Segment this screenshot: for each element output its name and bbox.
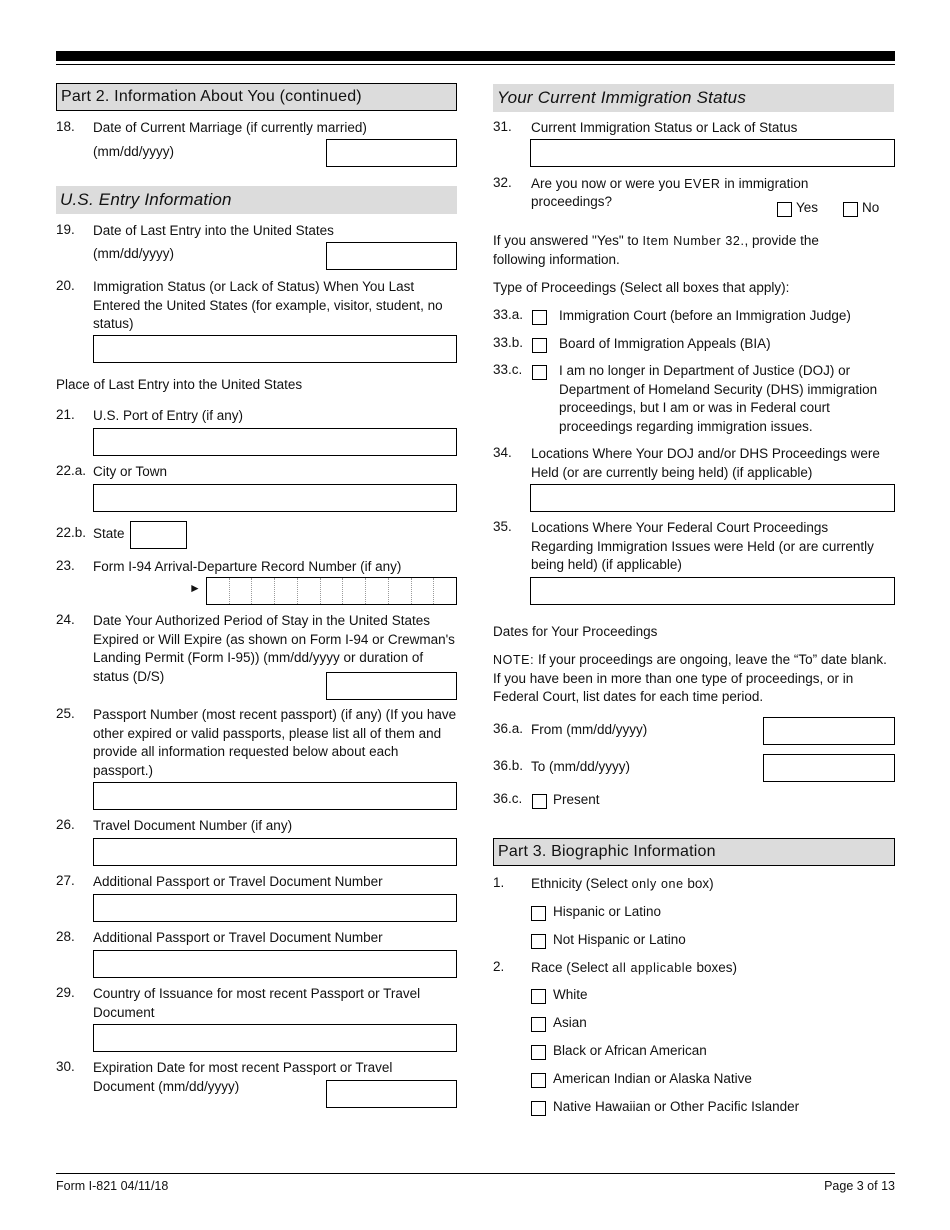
part3-header: Part 3. Biographic Information [493, 838, 895, 866]
q34-locations-field[interactable] [530, 484, 895, 512]
q33a-label: Immigration Court (before an Immigration Judge) [559, 308, 851, 323]
q35-number: 35. [493, 519, 512, 534]
q28-number: 28. [56, 929, 75, 944]
race-white-checkbox[interactable] [531, 989, 546, 1004]
q26-label: Travel Document Number (if any) [93, 818, 293, 833]
q30-number: 30. [56, 1059, 75, 1074]
proceedings-note: NOTE: If your proceedings are ongoing, leave the “To” date blank. If you have been in more than one type of proceedings, or in Federal Court, list dates for each time period. [493, 652, 887, 704]
q1-label: Ethnicity (Select only one box) [531, 876, 714, 891]
q31-status-field[interactable] [530, 139, 895, 167]
q25-number: 25. [56, 706, 75, 721]
q2-number: 2. [493, 959, 505, 974]
race-black-checkbox[interactable] [531, 1045, 546, 1060]
q26-travel-doc-field[interactable] [93, 838, 457, 866]
q28-label: Additional Passport or Travel Document Number [93, 930, 383, 945]
q32-yes-checkbox[interactable] [777, 202, 792, 217]
q36b-number: 36.b. [493, 758, 524, 773]
q36a-number: 36.a. [493, 721, 524, 736]
race-american-indian-checkbox[interactable] [531, 1073, 546, 1088]
q29-number: 29. [56, 985, 75, 1000]
q2-label: Race (Select all applicable boxes) [531, 960, 738, 975]
q33c-number: 33.c. [493, 362, 523, 377]
q21-label: U.S. Port of Entry (if any) [93, 408, 244, 423]
q20-label: Immigration Status (or Lack of Status) When You Last Entered the United States (for example, visitor, student, no status) [93, 279, 443, 331]
q34-number: 34. [493, 445, 512, 460]
us-entry-header: U.S. Entry Information [56, 186, 457, 214]
q31-label: Current Immigration Status or Lack of Status [531, 120, 798, 135]
q29-country-field[interactable] [93, 1024, 457, 1052]
q32-label: Are you now or were you EVER in immigration [531, 176, 809, 191]
race-pacific-islander-label: Native Hawaiian or Other Pacific Islander [553, 1099, 800, 1114]
q22a-number: 22.a. [56, 463, 87, 478]
q33a-checkbox[interactable] [532, 310, 547, 325]
q21-port-field[interactable] [93, 428, 457, 456]
q33b-number: 33.b. [493, 335, 524, 350]
q24-number: 24. [56, 612, 75, 627]
q22b-label: State [93, 526, 125, 541]
race-asian-checkbox[interactable] [531, 1017, 546, 1032]
q25-passport-field[interactable] [93, 782, 457, 810]
q27-number: 27. [56, 873, 75, 888]
q33b-label: Board of Immigration Appeals (BIA) [559, 336, 771, 351]
q32-no-checkbox[interactable] [843, 202, 858, 217]
q27-additional-doc-field[interactable] [93, 894, 457, 922]
race-asian-label: Asian [553, 1015, 587, 1030]
footer-form-id: Form I-821 04/11/18 [56, 1179, 169, 1193]
race-american-indian-label: American Indian or Alaska Native [553, 1071, 752, 1086]
race-white-label: White [553, 987, 588, 1002]
q18-format: (mm/dd/yyyy) [93, 144, 174, 159]
q19-date-field[interactable] [326, 242, 457, 270]
if-yes-instruction: If you answered "Yes" to Item Number 32., provide the following information. [493, 233, 819, 267]
q21-number: 21. [56, 407, 75, 422]
ethnicity-not-hispanic-checkbox[interactable] [531, 934, 546, 949]
q18-label: Date of Current Marriage (if currently married) [93, 120, 367, 135]
q24-label: Date Your Authorized Period of Stay in the United States Expired or Will Expire (as shown on Form I-94 or Crewman's Landing Permit (Form I-95)) (mm/dd/yyyy or duration of status (D/S) [93, 613, 455, 684]
q25-label: Passport Number (most recent passport) (if any) (If you have other expired or valid passports, please list all of them and provide all information requested below about each passport.) [93, 707, 457, 778]
q23-i94-number-field[interactable] [206, 577, 457, 605]
q33b-checkbox[interactable] [532, 338, 547, 353]
footer-page-number: Page 3 of 13 [824, 1179, 895, 1193]
q22b-number: 22.b. [56, 525, 87, 540]
proceedings-type-heading: Type of Proceedings (Select all boxes that apply): [493, 280, 790, 295]
q32-label-cont: proceedings? [531, 194, 613, 209]
q32-yes-label: Yes [796, 200, 819, 215]
q30-label: Expiration Date for most recent Passport or Travel Document (mm/dd/yyyy) [93, 1060, 393, 1094]
q26-number: 26. [56, 817, 75, 832]
ethnicity-hispanic-label: Hispanic or Latino [553, 904, 662, 919]
q23-label: Form I-94 Arrival-Departure Record Number (if any) [93, 559, 402, 574]
q33a-number: 33.a. [493, 307, 524, 322]
q22a-city-field[interactable] [93, 484, 457, 512]
q33c-checkbox[interactable] [532, 365, 547, 380]
q36a-label: From (mm/dd/yyyy) [531, 722, 648, 737]
q1-number: 1. [493, 875, 505, 890]
q34-label: Locations Where Your DOJ and/or DHS Proceedings were Held (or are currently being held) (if applicable) [531, 446, 880, 480]
q30-date-field[interactable] [326, 1080, 457, 1108]
q28-additional-doc-field[interactable] [93, 950, 457, 978]
place-of-entry-heading: Place of Last Entry into the United States [56, 377, 303, 392]
q36c-number: 36.c. [493, 791, 523, 806]
footer-rule [56, 1173, 895, 1174]
q22b-state-field[interactable] [130, 521, 187, 549]
race-pacific-islander-checkbox[interactable] [531, 1101, 546, 1116]
q31-number: 31. [493, 119, 512, 134]
q33c-label: I am no longer in Department of Justice (DOJ) or Department of Homeland Security (DHS) immigration proceedings, but I am or was in Federal court proceedings regarding immigration issues. [559, 363, 878, 434]
q32-number: 32. [493, 175, 512, 190]
race-black-label: Black or African American [553, 1043, 707, 1058]
q36b-to-field[interactable] [763, 754, 895, 782]
q19-label: Date of Last Entry into the United States [93, 223, 334, 238]
q36c-present-checkbox[interactable] [532, 794, 547, 809]
q35-label: Locations Where Your Federal Court Proceedings Regarding Immigration Issues were Held (or are currently being held) (if applicable) [531, 520, 874, 572]
q36b-label: To (mm/dd/yyyy) [531, 759, 631, 774]
q20-status-field[interactable] [93, 335, 457, 363]
q35-locations-field[interactable] [530, 577, 895, 605]
q18-date-field[interactable] [326, 139, 457, 167]
q23-number: 23. [56, 558, 75, 573]
arrow-right-icon: ► [189, 581, 201, 595]
ethnicity-hispanic-checkbox[interactable] [531, 906, 546, 921]
top-rule-thin [56, 64, 895, 65]
q29-label: Country of Issuance for most recent Passport or Travel Document [93, 986, 421, 1020]
q36a-from-field[interactable] [763, 717, 895, 745]
q22a-label: City or Town [93, 464, 168, 479]
q36c-label: Present [553, 792, 600, 807]
current-status-header: Your Current Immigration Status [493, 84, 894, 112]
q24-date-field[interactable] [326, 672, 457, 700]
part2-header: Part 2. Information About You (continued) [56, 83, 457, 111]
q19-number: 19. [56, 222, 75, 237]
q32-no-label: No [862, 200, 880, 215]
ethnicity-not-hispanic-label: Not Hispanic or Latino [553, 932, 686, 947]
q18-number: 18. [56, 119, 75, 134]
top-rule-thick [56, 51, 895, 61]
q20-number: 20. [56, 278, 75, 293]
q19-format: (mm/dd/yyyy) [93, 246, 174, 261]
q27-label: Additional Passport or Travel Document Number [93, 874, 383, 889]
dates-heading: Dates for Your Proceedings [493, 624, 658, 639]
